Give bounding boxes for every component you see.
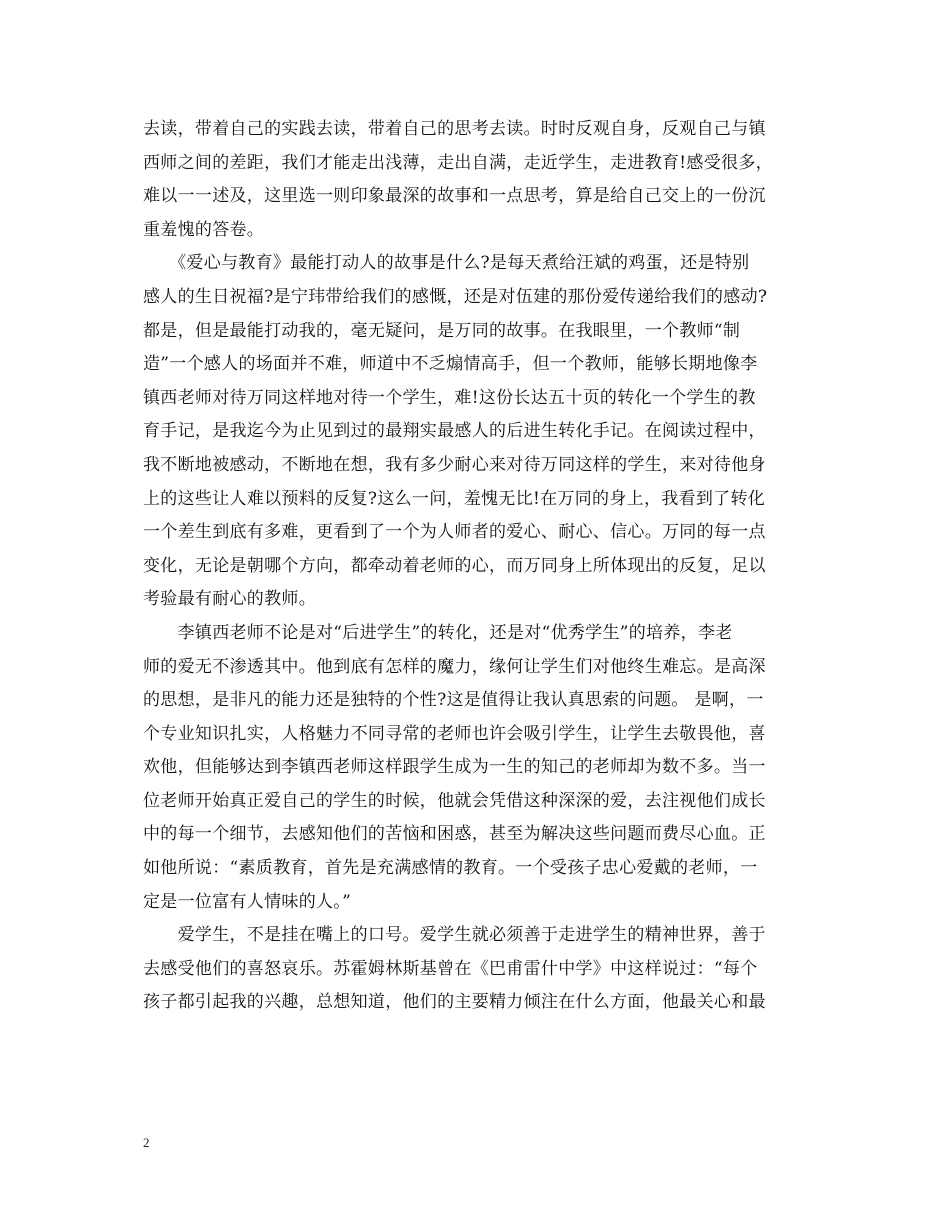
text-line: 都是，但是最能打动我的，毫无疑问，是万同的故事。在我眼里，一个教师“制 [143, 320, 741, 341]
text-line: 变化，无论是朝哪个方向，都牵动着老师的心，而万同身上所体现出的反复，足以 [143, 555, 766, 576]
text-line: 爱学生，不是挂在嘴上的口号。爱学生就必须善于走进学生的精神世界，善于 [143, 925, 766, 946]
text-line: 位老师开始真正爱自己的学生的时候，他就会凭借这种深深的爱，去注视他们成长 [143, 790, 766, 811]
paragraph [143, 617, 811, 919]
text-line: 李镇西老师不论是对“后进学生”的转化，还是对“优秀学生”的培养，李老 [143, 622, 733, 643]
text-line: 的思想，是非凡的能力还是独特的个性?这是值得让我认真思索的问题。 是啊，一 [143, 690, 764, 711]
text-line: 重羞愧的答卷。 [143, 219, 265, 240]
text-line: 去感受他们的喜怒哀乐。苏霍姆林斯基曾在《巴甫雷什中学》中这样说过：“每个 [143, 958, 758, 979]
text-line: 去读，带着自己的实践去读，带着自己的思考去读。时时反观自身，反观自己与镇 [143, 119, 766, 139]
document-body [143, 113, 811, 1020]
text-line: 如他所说：“素质教育，首先是充满感情的教育。一个受孩子忠心爱戴的老师，一 [143, 858, 758, 879]
paragraph [143, 113, 811, 247]
text-line: 孩子都引起我的兴趣，总想知道，他们的主要精力倾注在什么方面，他最关心和最 [143, 992, 766, 1013]
text-line: 我不断地被感动，不断地在想，我有多少耐心来对待万同这样的学生，来对待他身 [143, 454, 766, 475]
text-line: 育手记，是我迄今为止见到过的最翔实最感人的后进生转化手记。在阅读过程中， [143, 421, 766, 442]
text-line: 一个差生到底有多难，更看到了一个为人师者的爱心、耐心、信心。万同的每一点 [143, 522, 766, 543]
text-line: 感人的生日祝福?是宁玮带给我们的感慨，还是对伍建的那份爱传递给我们的感动? [143, 286, 768, 307]
text-line: 欢他，但能够达到李镇西老师这样跟学生成为一生的知己的老师却为数不多。当一 [143, 757, 766, 778]
page-number: 2 [143, 1135, 150, 1150]
text-line: 造”一个感人的场面并不难，师道中不乏煽情高手，但一个教师，能够长期地像李 [143, 354, 758, 375]
text-line: 镇西老师对待万同这样地对待一个学生，难!这份长达五十页的转化一个学生的教 [143, 387, 756, 408]
text-line: 中的每一个细节，去感知他们的苦恼和困惑，甚至为解决这些问题而费尽心血。正 [143, 824, 766, 845]
text-line: 西师之间的差距，我们才能走出浅薄，走出自满，走近学生，走进教育!感受很多， [143, 152, 773, 173]
text-line: 考验最有耐心的教师。 [143, 589, 316, 610]
paragraph [143, 919, 811, 1020]
text-line: 个专业知识扎实，人格魅力不同寻常的老师也许会吸引学生，让学生去敬畏他，喜 [143, 723, 766, 744]
text-line: 师的爱无不渗透其中。他到底有怎样的魔力，缘何让学生们对他终生难忘。是高深 [143, 656, 766, 677]
text-line: 定是一位富有人情味的人。” [143, 891, 352, 912]
text-line: 《爱心与教育》最能打动人的故事是什么?是每天煮给汪斌的鸡蛋，还是特别 [143, 253, 750, 274]
paragraph [143, 247, 811, 617]
text-line: 难以一一述及，这里选一则印象最深的故事和一点思考，算是给自己交上的一份沉 [143, 186, 766, 207]
text-line: 上的这些让人难以预料的反复?这么一问，羞愧无比!在万同的身上，我看到了转化 [143, 488, 766, 509]
